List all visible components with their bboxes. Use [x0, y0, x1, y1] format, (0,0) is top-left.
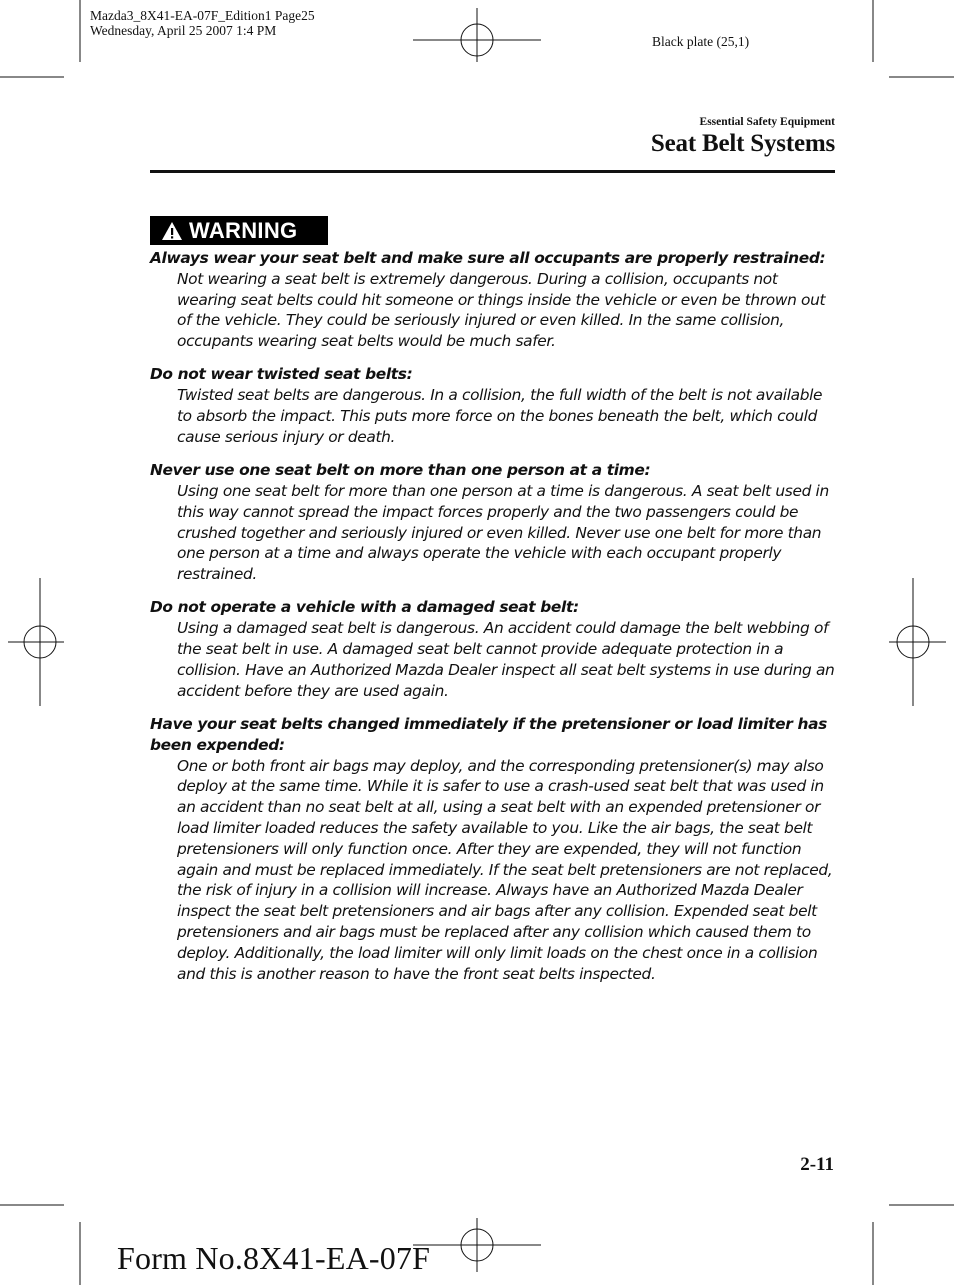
- print-metadata: [90, 8, 315, 38]
- form-number: Form No.8X41-EA-07F: [117, 1240, 431, 1276]
- page-number: 2-11: [800, 1154, 834, 1175]
- warning-item-body: Not wearing a seat belt is extremely dangerous. During a collision, occupants not wearing seat belts could hit someone or things inside the vehicle or even be thrown out of the vehicle. They could be seriously injured or even killed. In the same collision, occupants wearing seat belts would be much safer.: [177, 269, 826, 351]
- warning-triangle-icon: [161, 221, 183, 241]
- warning-item: [150, 364, 840, 447]
- print-meta-file: Mazda3_8X41-EA-07F_Edition1 Page25: [90, 8, 315, 23]
- page-title: Seat Belt Systems: [650, 130, 835, 157]
- warning-item: [150, 248, 840, 352]
- warning-item-body: Using a damaged seat belt is dangerous. An accident could damage the belt webbing of the seat belt in use. A damaged seat belt cannot provide adequate protection in a collision. Have an Authorized Mazda Dealer inspect all seat belt systems in use during an accident before they are used again.: [177, 619, 835, 700]
- warning-item-heading: Always wear your seat belt and make sure all occupants are properly restrained:: [150, 249, 826, 267]
- warning-content: [150, 248, 840, 997]
- warning-item: [150, 460, 840, 585]
- warning-label: WARNING: [189, 217, 298, 243]
- print-meta-date: Wednesday, April 25 2007 1:4 PM: [90, 23, 277, 38]
- title-divider: [150, 170, 835, 173]
- warning-item-heading: Do not wear twisted seat belts:: [150, 365, 413, 384]
- warning-badge: [150, 216, 328, 245]
- warning-item-heading: Never use one seat belt on more than one person at a time:: [150, 461, 651, 480]
- warning-item: [150, 597, 840, 701]
- warning-item: [150, 714, 840, 984]
- warning-item-body: Twisted seat belts are dangerous. In a collision, the full width of the belt is not available to absorb the impact. This puts more force on the bones beneath the belt, which could cause serious injury or death.: [177, 386, 823, 446]
- warning-item-heading: Do not operate a vehicle with a damaged seat belt:: [150, 598, 579, 617]
- plate-label: Black plate (25,1): [652, 34, 750, 49]
- warning-item-body: One or both front air bags may deploy, and the corresponding pretensioner(s) may also deploy at the same time. While it is safer to use a crash-used seat belt that was used in an accident than no seat belt at all, using a seat belt with an expended pretensioner or load limiter loaded reduces the safety available to you. Like the air bags, the seat belt pretensioners will only function once. After they are expended, they will not function again and must be replaced immediately. If the seat belt pretensioners are not replaced, the risk of injury in a collision will increase. Always have an Authorized Mazda Dealer inspect the seat belt pretensioners and air bags after any collision. Expended seat belt pretensioners and air bags must be replaced after any collision which caused them to deploy. Additionally, the load limiter will only limit loads on the chest once in a collision and this is another reason to have the front seat belts inspected.: [177, 756, 833, 983]
- warning-item-body: Using one seat belt for more than one person at a time is dangerous. A seat belt used in this way cannot spread the impact forces properly and the two passengers could be crushed together and seriously injured or even killed. Never use one belt for more than one person at a time and always operate the vehicle with each occupant properly restrained.: [177, 481, 829, 584]
- section-label: Essential Safety Equipment: [699, 116, 835, 128]
- warning-item-heading: Have your seat belts changed immediately if the pretensioner or load limiter has been expended:: [150, 714, 827, 754]
